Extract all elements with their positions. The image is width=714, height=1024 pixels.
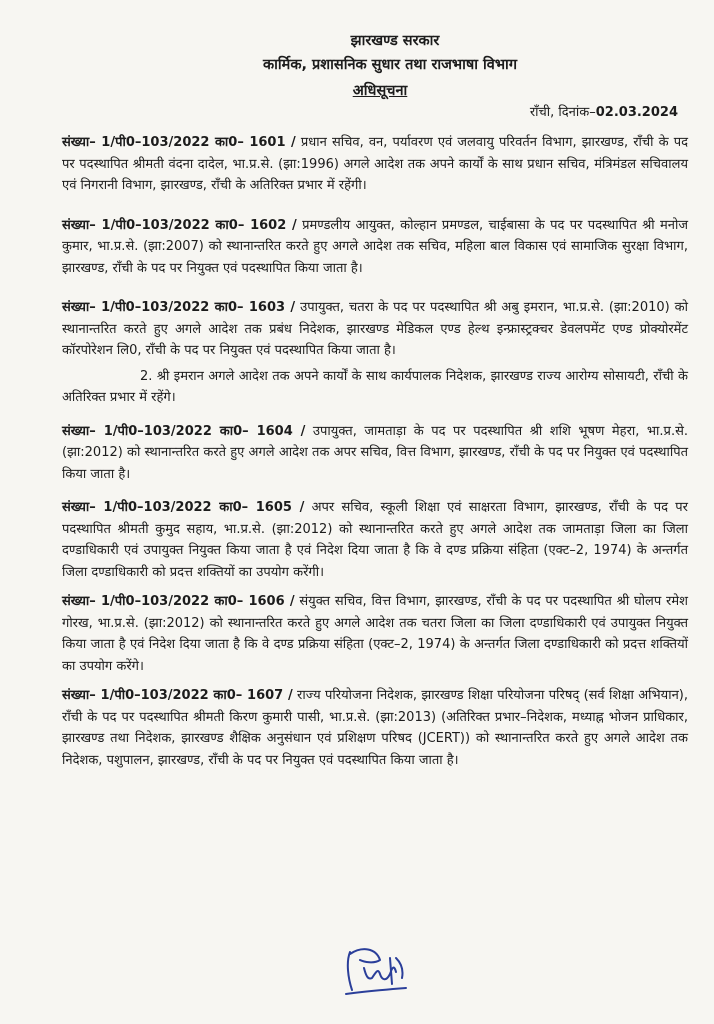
order-1603 xyxy=(62,297,688,362)
order-text: संयुक्त सचिव, वित्त विभाग, झारखण्ड, राँची के पद पर पदस्थापित श्री घोलप रमेश गोरख, भा.प्र.से. (झा:2012) को स्थानान्तरित करते हुए अगले आदेश तक चतरा जिला का जिला दण्डाधिकारी एवं उपायुक्त नियुक्त किया जाता है एवं निदेश दिया जाता है कि वे दण्ड प्रक्रिया संहिता (एक्ट–2, 1974) के अन्तर्गत जिला दण्डाधिकारी को प्रदत्त शक्तियों का उपयोग करेंगे। xyxy=(62,594,688,674)
order-reference: संख्या– 1/पी0–103/2022 का0– 1603 / xyxy=(62,300,296,315)
order-text: उपायुक्त, चतरा के पद पर पदस्थापित श्री अबु इमरान, भा.प्र.से. (झा:2010) को स्थानान्तरित करते हुए अगले आदेश तक प्रबंध निदेशक, झारखण्ड मेडिकल एण्ड हेल्थ इन्फ्रास्ट्रक्चर डेवलपमेंट एण्ड प्रोक्योरमेंट कॉरपोरेशन लि0, राँची के पद पर नियुक्त एवं पदस्थापित किया जाता है। xyxy=(62,300,688,358)
order-1602 xyxy=(62,215,688,280)
order-reference: संख्या– 1/पी0–103/2022 का0– 1601 / xyxy=(62,135,296,150)
order-text: अपर सचिव, स्कूली शिक्षा एवं साक्षरता विभाग, झारखण्ड, राँची के पद पर पदस्थापित श्रीमती कुमुद सहाय, भा.प्र.से. (झा:2012) को स्थानान्तरित करते हुए अगले आदेश तक जामताड़ा जिला का जिला दण्डाधिकारी एवं उपायुक्त नियुक्त किया जाता है एवं निदेश दिया जाता है कि वे दण्ड प्रक्रिया संहिता (एक्ट–2, 1974) के अन्तर्गत जिला दण्डाधिकारी को प्रदत्त शक्तियों का उपयोग करेंगी। xyxy=(62,500,688,580)
notification-date: 02.03.2024 xyxy=(595,105,678,120)
department-title: कार्मिक, प्रशासनिक सुधार तथा राजभाषा विभाग xyxy=(263,57,517,73)
order-1601 xyxy=(62,132,688,197)
order-reference: संख्या– 1/पी0–103/2022 का0– 1606 / xyxy=(62,594,295,609)
document-header xyxy=(62,30,688,100)
order-text: राज्य परियोजना निदेशक, झारखण्ड शिक्षा परियोजना परिषद् (सर्व शिक्षा अभियान), राँची के पद पर पदस्थापित श्रीमती किरण कुमारी पासी, भा.प्र.से. (झा:2013) (अतिरिक्त प्रभार–निदेशक, मध्याह्न भोजन प्राधिकार, झारखण्ड तथा निदेशक, झारखण्ड शैक्षिक अनुसंधान एवं प्रशिक्षण परिषद (JCERT)) को स्थानान्तरित करते हुए अगले आदेश तक निदेशक, पशुपालन, झारखण्ड, राँची के पद पर नियुक्त एवं पदस्थापित किया जाता है। xyxy=(62,688,688,768)
government-title: झारखण्ड सरकार xyxy=(350,33,440,49)
order-1606 xyxy=(62,591,688,677)
place-date-line xyxy=(62,102,678,120)
signature-icon xyxy=(340,938,412,998)
order-text: उपायुक्त, जामताड़ा के पद पर पदस्थापित श्री शशि भूषण मेहरा, भा.प्र.से. (झा:2012) को स्थानान्तरित करते हुए अगले आदेश तक अपर सचिव, वित्त विभाग, झारखण्ड, राँची के पद पर नियुक्त एवं पदस्थापित किया जाता है। xyxy=(62,423,688,482)
order-reference: संख्या– 1/पी0–103/2022 का0– 1602 / xyxy=(62,217,297,233)
order-1607 xyxy=(62,685,688,771)
notification-heading: अधिसूचना xyxy=(352,83,408,99)
order-1603-para-2: 2. श्री इमरान अगले आदेश तक अपने कार्यों के साथ कार्यपालक निदेशक, झारखण्ड राज्य आरोग्य सोसायटी, राँची के अतिरिक्त प्रभार में रहेंगे। xyxy=(62,368,688,405)
order-reference: संख्या– 1/पी0–103/2022 का0– 1605 / xyxy=(62,500,305,515)
order-1604 xyxy=(62,421,688,486)
order-reference: संख्या– 1/पी0–103/2022 का0– 1607 / xyxy=(62,688,293,703)
order-reference: संख्या– 1/पी0–103/2022 का0– 1604 / xyxy=(62,423,306,439)
place-label: राँची, दिनांक– xyxy=(529,105,596,120)
order-text: प्रमण्डलीय आयुक्त, कोल्हान प्रमण्डल, चाईबासा के पद पर पदस्थापित श्री मनोज कुमार, भा.प्र.से. (झा:2007) को स्थानान्तरित करते हुए अगले आदेश तक सचिव, महिला बाल विकास एवं सामाजिक सुरक्षा विभाग, झारखण्ड, राँची के पद पर नियुक्त एवं पदस्थापित किया जाता है। xyxy=(62,217,688,276)
order-text: प्रधान सचिव, वन, पर्यावरण एवं जलवायु परिवर्तन विभाग, झारखण्ड, राँची के पद पर पदस्थापित श्रीमती वंदना दादेल, भा.प्र.से. (झा:1996) अगले आदेश तक अपने कार्यों के साथ प्रधान सचिव, मंत्रिमंडल सचिवालय एवं निगरानी विभाग, झारखण्ड, राँची के अतिरिक्त प्रभार में रहेंगी। xyxy=(62,135,689,193)
order-1605 xyxy=(62,497,688,583)
